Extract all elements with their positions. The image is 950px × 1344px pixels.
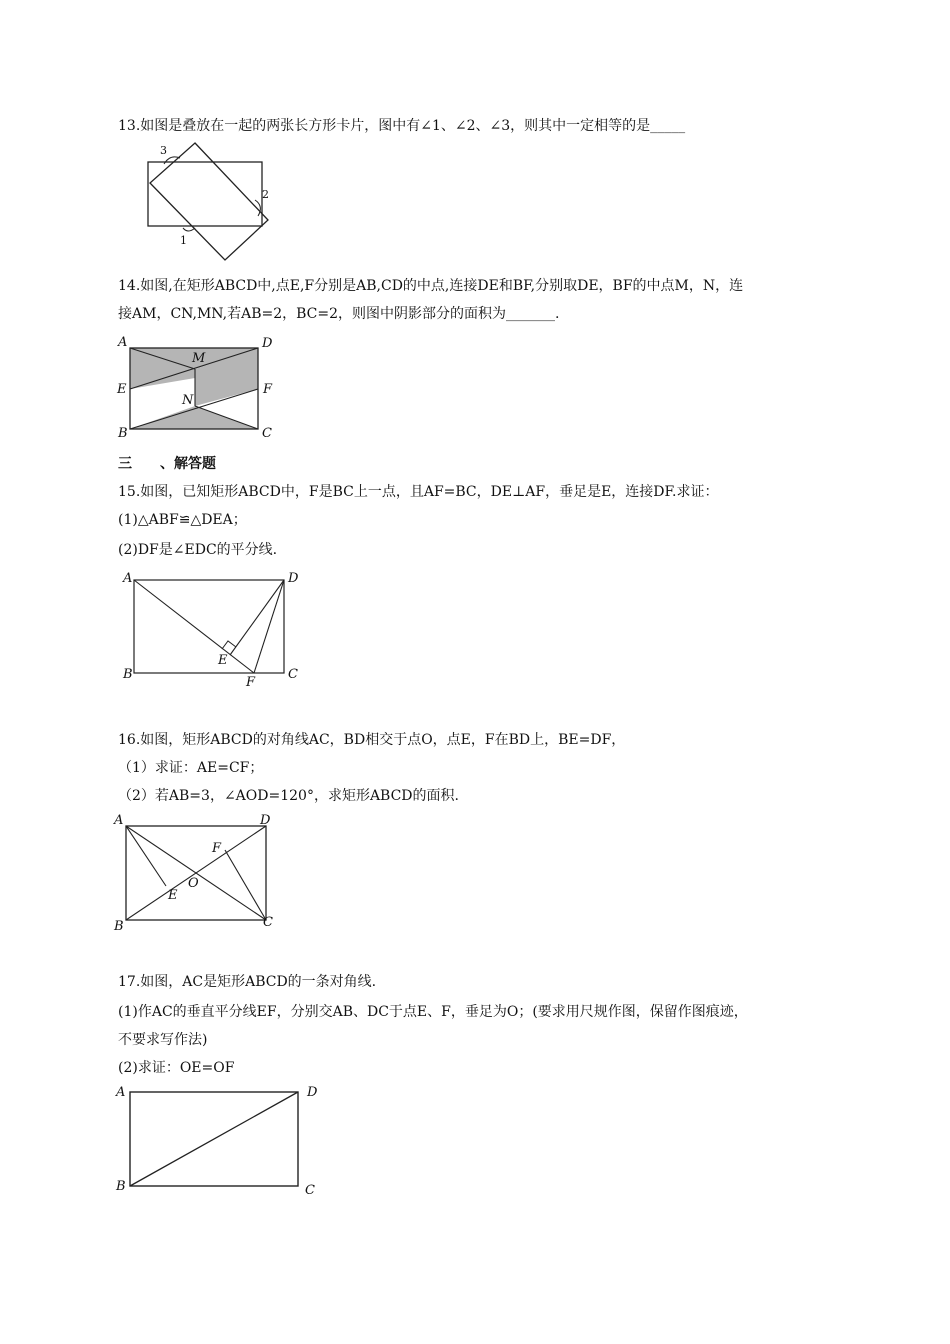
section-title: 三 、解答题 [118, 456, 216, 472]
q17-part1-line1: (1)作AC的垂直平分线EF，分别交AB、DC于点E、F，垂足为O；(要求用尺规作图，保留作图痕迹， [118, 1004, 748, 1020]
label-A: A [118, 335, 128, 350]
q17-text: 17.如图，AC是矩形ABCD的一条对角线. [118, 974, 377, 990]
label-B: B [116, 1179, 126, 1194]
q14-text-line2: 接AM，CN,MN,若AB=2，BC=2，则图中阴影部分的面积为_______. [118, 306, 560, 322]
q13-figure [140, 140, 280, 265]
label-C: C [263, 915, 273, 930]
label-F: F [212, 841, 222, 856]
label-D: D [307, 1085, 318, 1100]
q16-part2: （2）若AB=3，∠AOD=120°，求矩形ABCD的面积. [118, 788, 459, 804]
label-F: F [246, 675, 256, 690]
label-A: A [116, 1085, 126, 1100]
label-C: C [288, 667, 298, 682]
angle-label-2: 2 [262, 188, 269, 201]
q17-figure [112, 1082, 327, 1202]
q16-figure [110, 810, 285, 934]
q16-text: 16.如图，矩形ABCD的对角线AC，BD相交于点O，点E，F在BD上，BE=DF， [118, 732, 626, 748]
label-M: M [192, 351, 206, 366]
label-A: A [114, 813, 124, 828]
label-C: C [305, 1183, 315, 1198]
angle-label-3: 3 [160, 144, 167, 157]
q17-part2: (2)求证：OE=OF [118, 1060, 235, 1076]
q15-part1: (1)△ABF≌△DEA； [118, 512, 247, 528]
label-D: D [288, 571, 299, 586]
q14-text-line1: 14.如图,在矩形ABCD中,点E,F分别是AB,CD的中点,连接DE和BF,分别取DE，BF的中点M，N，连 [118, 278, 744, 294]
label-E: E [218, 653, 228, 668]
label-A: A [123, 571, 133, 586]
label-E: E [168, 888, 178, 903]
q16-part1: （1）求证：AE=CF； [118, 760, 264, 776]
q15-text: 15.如图，已知矩形ABCD中，F是BC上一点，且AF=BC，DE⊥AF，垂足是E，连接DF.求证： [118, 484, 719, 500]
label-B: B [123, 667, 133, 682]
q15-figure [118, 568, 303, 690]
q15-part2: (2)DF是∠EDC的平分线. [118, 542, 278, 558]
label-B: B [118, 426, 128, 441]
q13-text: 13.如图是叠放在一起的两张长方形卡片，图中有∠1、∠2、∠3，则其中一定相等的是_____ [118, 118, 686, 134]
q14-figure [112, 334, 282, 444]
label-B: B [114, 919, 124, 934]
label-D: D [262, 336, 273, 351]
label-C: C [262, 426, 272, 441]
label-E: E [117, 382, 127, 397]
label-O: O [188, 876, 199, 891]
label-D: D [260, 813, 271, 828]
angle-label-1: 1 [180, 234, 187, 247]
q17-part1-line2: 不要求写作法) [118, 1032, 208, 1048]
label-F: F [263, 382, 273, 397]
label-N: N [182, 393, 194, 408]
